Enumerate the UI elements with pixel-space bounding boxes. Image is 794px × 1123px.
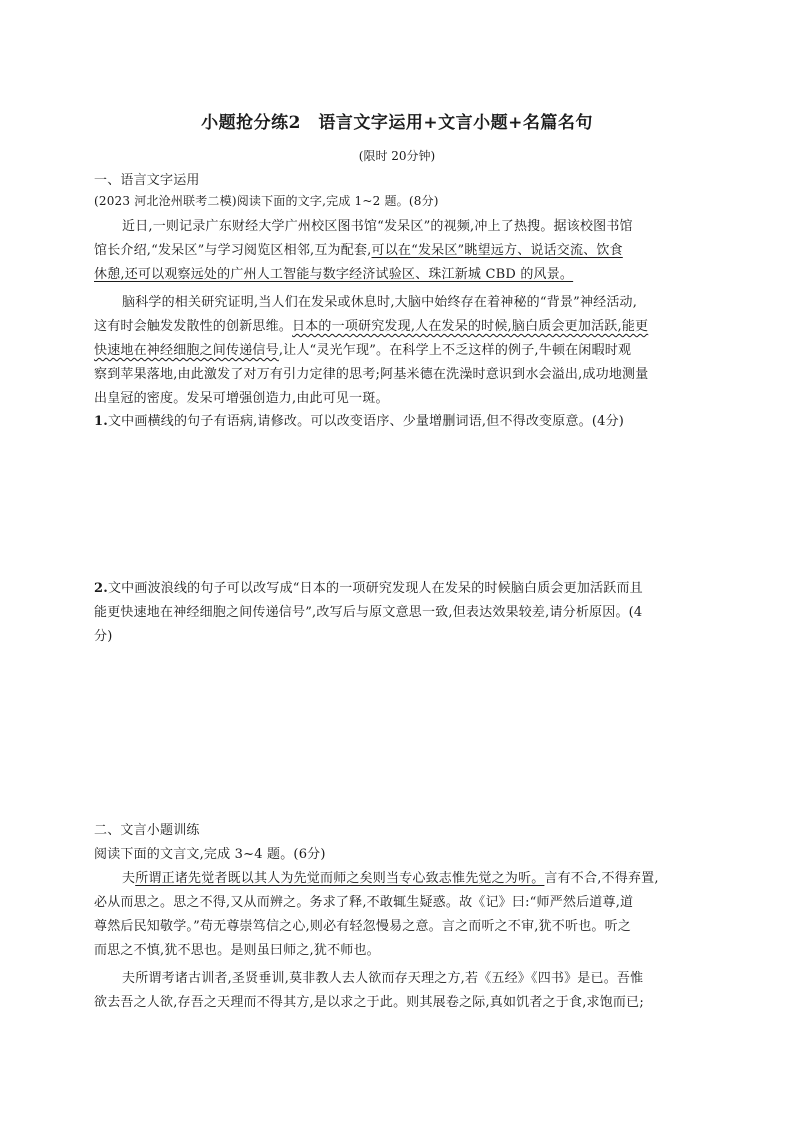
passage1-text: 馆长介绍,“发呆区”与学习阅览区相邻,互为配套, <box>94 243 372 258</box>
passage2-line: 察到苹果落地,由此激发了对万有引力定律的思考;阿基米德在洗澡时意识到水会溢出,成功地测量 <box>94 367 649 382</box>
question-2-line: 分) <box>94 629 113 644</box>
classical-passage-line: 必从而思之。思之不得,又从而辨之。务求了释,不敢辄生疑惑。故《记》曰:“师严然后道尊,道 <box>94 895 634 910</box>
question-number: 2. <box>94 581 108 596</box>
underlined-sentence: 所谓正诸先觉者既以其人为先觉而师之矣则当专心致志惟先觉之为听。 <box>135 871 545 886</box>
passage2-text: 这有时会触发发散性的创新思维。 <box>94 319 293 334</box>
time-limit: (限时 20分钟) <box>358 149 436 163</box>
wavy-underlined-sentence: 快速地在神经细胞之间传递信号 <box>94 343 279 358</box>
question-text: 文中画波浪线的句子可以改写成“日本的一项研究发现人在发呆的时候脑白质会更加活跃而且 <box>107 581 643 596</box>
section-heading-2: 二、文言小题训练 <box>94 823 200 838</box>
section-heading-1: 一、语言文字运用 <box>94 173 200 188</box>
underlined-sentence: 休憩,还可以观察远处的广州人工智能与数字经济试验区、珠江新城 CBD 的风景。 <box>94 267 574 282</box>
passage2-text: ,让人“灵光乍现”。在科学上不乏这样的例子,牛顿在闲暇时观 <box>278 343 632 358</box>
passage2-line: 出皇冠的密度。发呆可增强创造力,由此可见一斑。 <box>94 391 389 406</box>
passage1-line <box>94 266 573 283</box>
passage2-line: 脑科学的相关研究证明,当人们在发呆或休息时,大脑中始终存在着神秘的“背景”神经活动, <box>122 295 638 310</box>
passage2-line <box>94 342 631 359</box>
passage1-line: 近日,一则记录广东财经大学广州校区图书馆“发呆区”的视频,冲上了热搜。据该校图书馆 <box>122 219 633 234</box>
passage2-line <box>94 318 648 335</box>
classical-text: 言有不合,不得弃置, <box>544 871 659 886</box>
classical-text: 夫 <box>122 871 136 886</box>
section-source-1: (2023 河北沧州联考二模)阅读下面的文字,完成 1~2 题。(8分) <box>94 194 439 208</box>
passage1-line <box>94 242 623 259</box>
question-1 <box>94 413 624 430</box>
question-2-line: 能更快速地在神经细胞之间传递信号”,改写后与原文意思一致,但表达效果较差,请分析原因。(4 <box>94 605 643 620</box>
underlined-sentence: 可以在“发呆区”眺望远方、说话交流、饮食 <box>371 243 623 258</box>
question-number: 1. <box>94 414 108 429</box>
classical-passage-line: 尊然后民知敬学。”苟无尊崇笃信之心,则必有轻忽慢易之意。言之而听之不审,犹不听也。听之 <box>94 919 632 934</box>
classical-passage-line: 夫所谓考诸古训者,圣贤垂训,莫非教人去人欲而存天理之方,若《五经》《四书》是已。吾惟 <box>122 971 644 986</box>
question-2 <box>94 580 643 597</box>
classical-passage-line: 欲去吾之人欲,存吾之天理而不得其方,是以求之于此。则其展卷之际,真如饥者之于食,求饱而已; <box>94 995 644 1010</box>
classical-passage-line <box>122 870 659 887</box>
section-source-2: 阅读下面的文言文,完成 3~4 题。(6分) <box>94 847 326 862</box>
page-title: 小题抢分练2 语言文字运用+文言小题+名篇名句 <box>201 113 593 133</box>
classical-passage-line: 而思之不慎,犹不思也。是则虽曰师之,犹不师也。 <box>94 943 380 958</box>
wavy-underlined-sentence: 日本的一项研究发现,人在发呆的时候,脑白质会更加活跃,能更 <box>292 319 649 334</box>
question-text: 文中画横线的句子有语病,请修改。可以改变语序、少量增删词语,但不得改变原意。(4分) <box>107 414 625 429</box>
